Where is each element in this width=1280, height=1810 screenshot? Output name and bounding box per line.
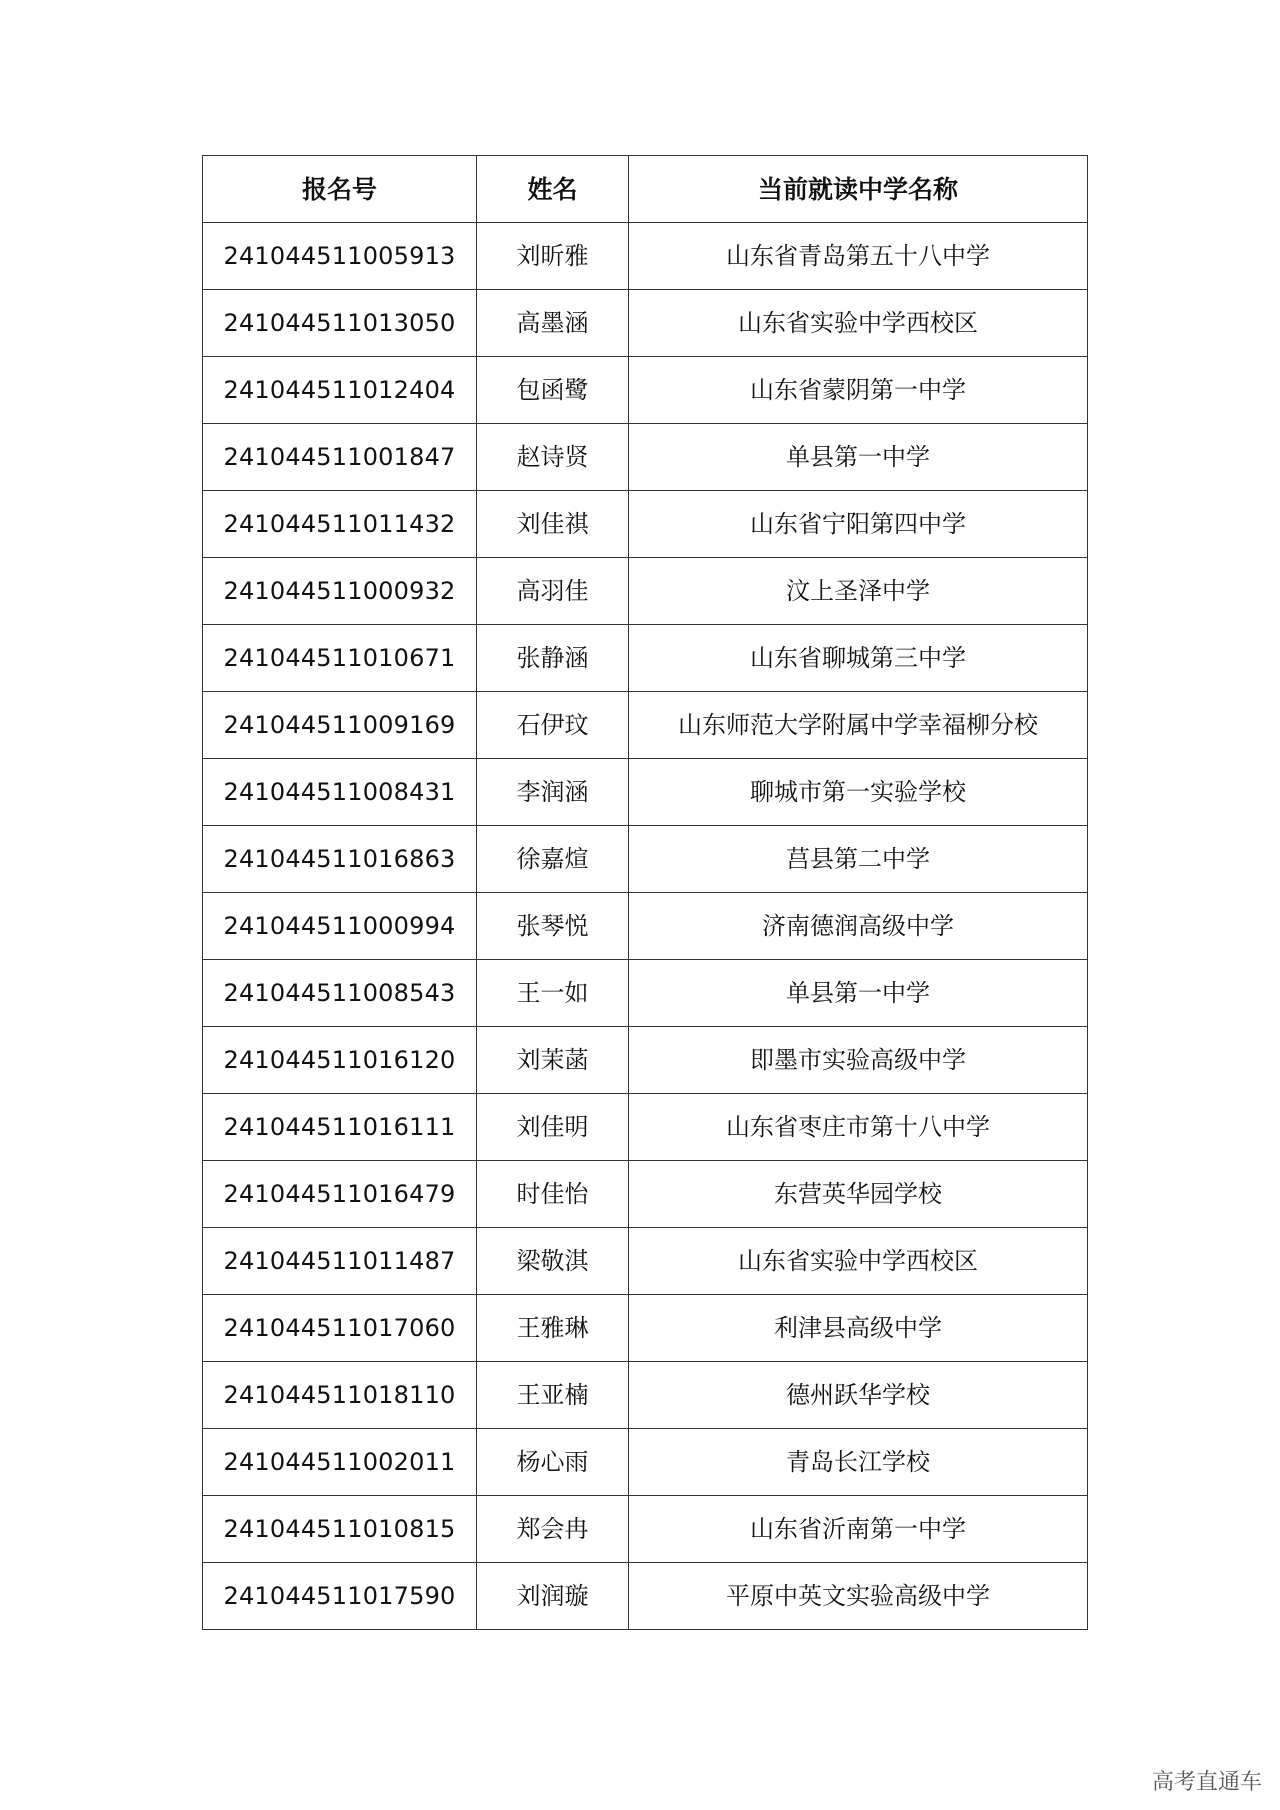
table-row xyxy=(203,424,1088,491)
table-row xyxy=(203,1295,1088,1362)
student-name-cell: 王雅琳 xyxy=(477,1295,629,1362)
student-name-cell: 徐嘉煊 xyxy=(477,826,629,893)
table-row xyxy=(203,1161,1088,1228)
school-name-cell: 山东省聊城第三中学 xyxy=(629,625,1088,692)
student-name-cell: 高墨涵 xyxy=(477,290,629,357)
registration-number-cell: 241044511017060 xyxy=(203,1295,477,1362)
school-name-cell: 山东省枣庄市第十八中学 xyxy=(629,1094,1088,1161)
registration-number-cell: 241044511018110 xyxy=(203,1362,477,1429)
student-name-cell: 张静涵 xyxy=(477,625,629,692)
student-name-cell: 石伊玟 xyxy=(477,692,629,759)
student-name-cell: 刘润璇 xyxy=(477,1563,629,1630)
school-name-cell: 山东省沂南第一中学 xyxy=(629,1496,1088,1563)
student-name-cell: 刘佳明 xyxy=(477,1094,629,1161)
table-header-row xyxy=(203,156,1088,223)
student-name-cell: 王亚楠 xyxy=(477,1362,629,1429)
watermark: 高考直通车 xyxy=(1151,1770,1262,1795)
table-row xyxy=(203,491,1088,558)
table-row xyxy=(203,558,1088,625)
table-row xyxy=(203,893,1088,960)
table-body xyxy=(203,223,1088,1630)
school-name-cell: 德州跃华学校 xyxy=(629,1362,1088,1429)
registration-number-cell: 241044511010671 xyxy=(203,625,477,692)
registration-number-cell: 241044511011432 xyxy=(203,491,477,558)
student-name-cell: 包函鹭 xyxy=(477,357,629,424)
registration-number-cell: 241044511016863 xyxy=(203,826,477,893)
student-name-cell: 赵诗贤 xyxy=(477,424,629,491)
student-table xyxy=(202,155,1088,1630)
registration-number-cell: 241044511001847 xyxy=(203,424,477,491)
registration-number-cell: 241044511000994 xyxy=(203,893,477,960)
school-name-cell: 聊城市第一实验学校 xyxy=(629,759,1088,826)
table-row xyxy=(203,759,1088,826)
school-name-cell: 单县第一中学 xyxy=(629,960,1088,1027)
student-name-cell: 李润涵 xyxy=(477,759,629,826)
school-name-cell: 即墨市实验高级中学 xyxy=(629,1027,1088,1094)
registration-number-cell: 241044511013050 xyxy=(203,290,477,357)
table-row xyxy=(203,1563,1088,1630)
table-row xyxy=(203,1429,1088,1496)
school-name-cell: 山东省实验中学西校区 xyxy=(629,1228,1088,1295)
student-name-cell: 梁敬淇 xyxy=(477,1228,629,1295)
school-name-cell: 青岛长江学校 xyxy=(629,1429,1088,1496)
table-row xyxy=(203,290,1088,357)
table-row xyxy=(203,1362,1088,1429)
registration-number-cell: 241044511016111 xyxy=(203,1094,477,1161)
table-row xyxy=(203,1094,1088,1161)
school-name-cell: 济南德润高级中学 xyxy=(629,893,1088,960)
table-row xyxy=(203,1496,1088,1563)
header-school-name: 当前就读中学名称 xyxy=(629,156,1088,223)
school-name-cell: 山东省宁阳第四中学 xyxy=(629,491,1088,558)
student-name-cell: 王一如 xyxy=(477,960,629,1027)
header-registration-number: 报名号 xyxy=(203,156,477,223)
student-name-cell: 高羽佳 xyxy=(477,558,629,625)
table-row xyxy=(203,826,1088,893)
registration-number-cell: 241044511009169 xyxy=(203,692,477,759)
registration-number-cell: 241044511012404 xyxy=(203,357,477,424)
school-name-cell: 山东省蒙阴第一中学 xyxy=(629,357,1088,424)
student-name-cell: 时佳怡 xyxy=(477,1161,629,1228)
school-name-cell: 平原中英文实验高级中学 xyxy=(629,1563,1088,1630)
student-name-cell: 刘茉菡 xyxy=(477,1027,629,1094)
student-name-cell: 张琴悦 xyxy=(477,893,629,960)
student-name-cell: 杨心雨 xyxy=(477,1429,629,1496)
registration-number-cell: 241044511016479 xyxy=(203,1161,477,1228)
table-row xyxy=(203,1228,1088,1295)
school-name-cell: 汶上圣泽中学 xyxy=(629,558,1088,625)
table-row xyxy=(203,625,1088,692)
table-row xyxy=(203,357,1088,424)
table-row xyxy=(203,223,1088,290)
registration-number-cell: 241044511002011 xyxy=(203,1429,477,1496)
school-name-cell: 利津县高级中学 xyxy=(629,1295,1088,1362)
student-name-cell: 刘佳祺 xyxy=(477,491,629,558)
school-name-cell: 东营英华园学校 xyxy=(629,1161,1088,1228)
school-name-cell: 单县第一中学 xyxy=(629,424,1088,491)
registration-number-cell: 241044511000932 xyxy=(203,558,477,625)
table-row xyxy=(203,692,1088,759)
registration-number-cell: 241044511005913 xyxy=(203,223,477,290)
student-name-cell: 郑会冉 xyxy=(477,1496,629,1563)
registration-number-cell: 241044511008543 xyxy=(203,960,477,1027)
registration-number-cell: 241044511017590 xyxy=(203,1563,477,1630)
student-name-cell: 刘昕雅 xyxy=(477,223,629,290)
registration-number-cell: 241044511010815 xyxy=(203,1496,477,1563)
registration-number-cell: 241044511008431 xyxy=(203,759,477,826)
registration-number-cell: 241044511016120 xyxy=(203,1027,477,1094)
school-name-cell: 山东省实验中学西校区 xyxy=(629,290,1088,357)
registration-number-cell: 241044511011487 xyxy=(203,1228,477,1295)
school-name-cell: 莒县第二中学 xyxy=(629,826,1088,893)
header-name: 姓名 xyxy=(477,156,629,223)
table-row xyxy=(203,1027,1088,1094)
school-name-cell: 山东师范大学附属中学幸福柳分校 xyxy=(629,692,1088,759)
school-name-cell: 山东省青岛第五十八中学 xyxy=(629,223,1088,290)
table-row xyxy=(203,960,1088,1027)
